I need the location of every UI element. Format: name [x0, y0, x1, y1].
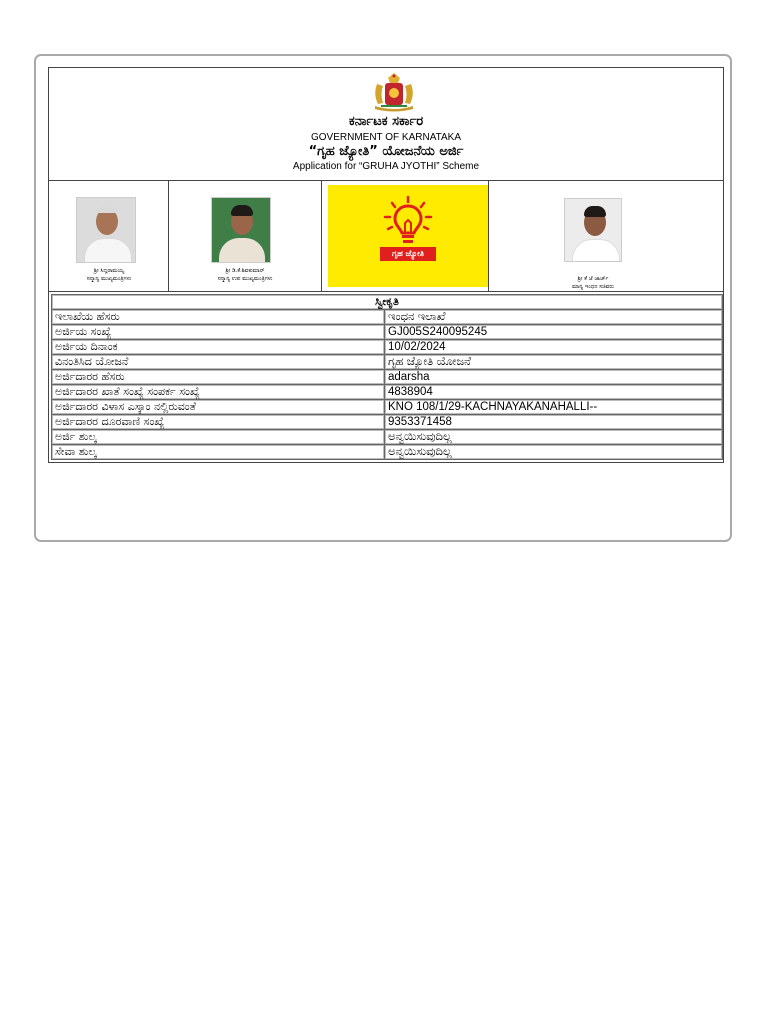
table-row: [52, 430, 723, 445]
table-row: [52, 385, 723, 400]
row-label: ಅರ್ಜಿದಾರರ ದೂರವಾಣಿ ಸಂಖ್ಯೆ: [52, 415, 385, 430]
row-value: GJ005S240095245: [385, 325, 723, 340]
table-row: [52, 400, 723, 415]
row-value: ಅನ್ವಯಿಸುವುದಿಲ್ಲ: [385, 430, 723, 445]
table-row: [52, 415, 723, 430]
gruha-jyothi-logo: [328, 185, 488, 287]
row-label: ಅರ್ಜಿದಾರರ ಹೆಸರು: [52, 370, 385, 385]
row-value: KNO 108/1/29-KACHNAYAKANAHALLI--: [385, 400, 723, 415]
row-value: adarsha: [385, 370, 723, 385]
dignitaries-row: [49, 181, 723, 292]
form-header: [49, 68, 723, 181]
energy-minister-photo: [564, 198, 622, 262]
chief-minister-photo: [76, 197, 136, 263]
row-label: ವಿನಂತಿಸಿದ ಯೋಜನೆ: [52, 355, 385, 370]
photo-cell-energy-minister: [489, 181, 723, 291]
table-row: [52, 310, 723, 325]
energy-minister-caption: ಶ್ರೀ ಕೆ ಜೆ ಜಾರ್ಜ್ ಮಾನ್ಯ ಇಂಧನ ಸಚಿವರು: [572, 276, 614, 290]
row-label: ಅರ್ಜಿದಾರರ ವಿಳಾಸ ಎಸ್ಕಾಂ ನಲ್ಲಿರುವಂತೆ: [52, 400, 385, 415]
acknowledgement-title: ಸ್ವೀಕೃತಿ: [52, 295, 723, 310]
table-row: [52, 325, 723, 340]
table-row: [52, 445, 723, 460]
scheme-title-english: Application for “GRUHA JYOTHI” Scheme: [292, 161, 480, 172]
row-label: ಅರ್ಜಿದಾರರ ಖಾತೆ ಸಂಖ್ಯೆ ಸಂಪರ್ಕ ಸಂಖ್ಯೆ: [52, 385, 385, 400]
photo-cell-chief-minister: [49, 181, 169, 291]
table-row: [52, 340, 723, 355]
row-label: ಅರ್ಜಿಯ ದಿನಾಂಕ: [52, 340, 385, 355]
table-row: [52, 355, 723, 370]
row-label: ಇಲಾಖೆಯ ಹೆಸರು: [52, 310, 385, 325]
row-value: 4838904: [385, 385, 723, 400]
row-value: ಗೃಹ ಜ್ಯೋತಿ ಯೋಜನೆ: [385, 355, 723, 370]
row-label: ಸೇವಾ ಶುಲ್ಕ: [52, 445, 385, 460]
table-row: [52, 370, 723, 385]
gruha-jyothi-label: ಗೃಹ ಜ್ಯೋತಿ: [380, 247, 436, 261]
row-label: ಅರ್ಜಿ ಶುಲ್ಕ: [52, 430, 385, 445]
row-value: ಇಂಧನ ಇಲಾಖೆ: [385, 310, 723, 325]
government-title-kannada: ಕರ್ನಾಟಕ ಸರ್ಕಾರ: [348, 114, 424, 129]
chief-minister-caption: ಶ್ರೀ ಸಿದ್ದರಾಮಯ್ಯ ಸನ್ಮಾನ್ಯ ಮುಖ್ಯಮಂತ್ರಿಗಳು: [86, 268, 132, 282]
government-title-english: GOVERNMENT OF KARNATAKA: [310, 132, 462, 143]
acknowledgement-form: [48, 67, 724, 463]
row-value: ಅನ್ವಯಿಸುವುದಿಲ್ಲ: [385, 445, 723, 460]
karnataka-emblem-icon: [369, 72, 419, 112]
scheme-title-kannada: “ಗೃಹ ಜ್ಯೋತಿ” ಯೋಜನೆಯ ಅರ್ಜಿ: [308, 144, 464, 159]
row-label: ಅರ್ಜಿಯ ಸಂಖ್ಯೆ: [52, 325, 385, 340]
row-value: 10/02/2024: [385, 340, 723, 355]
deputy-chief-minister-caption: ಶ್ರೀ ಡಿ.ಕೆ.ಶಿವಕುಮಾರ್ ಸನ್ಮಾನ್ಯ ಉಪ ಮುಖ್ಯಮಂತ್ರಿಗಳು: [217, 268, 273, 282]
table-title-row: [52, 295, 723, 310]
deputy-chief-minister-photo: [211, 197, 271, 263]
gruha-jyothi-logo-cell: [322, 181, 489, 291]
row-value: 9353371458: [385, 415, 723, 430]
photo-cell-deputy-chief-minister: [169, 181, 322, 291]
acknowledgement-table: [51, 294, 723, 460]
document-frame: [34, 54, 732, 542]
bulb-icon: [380, 195, 436, 247]
